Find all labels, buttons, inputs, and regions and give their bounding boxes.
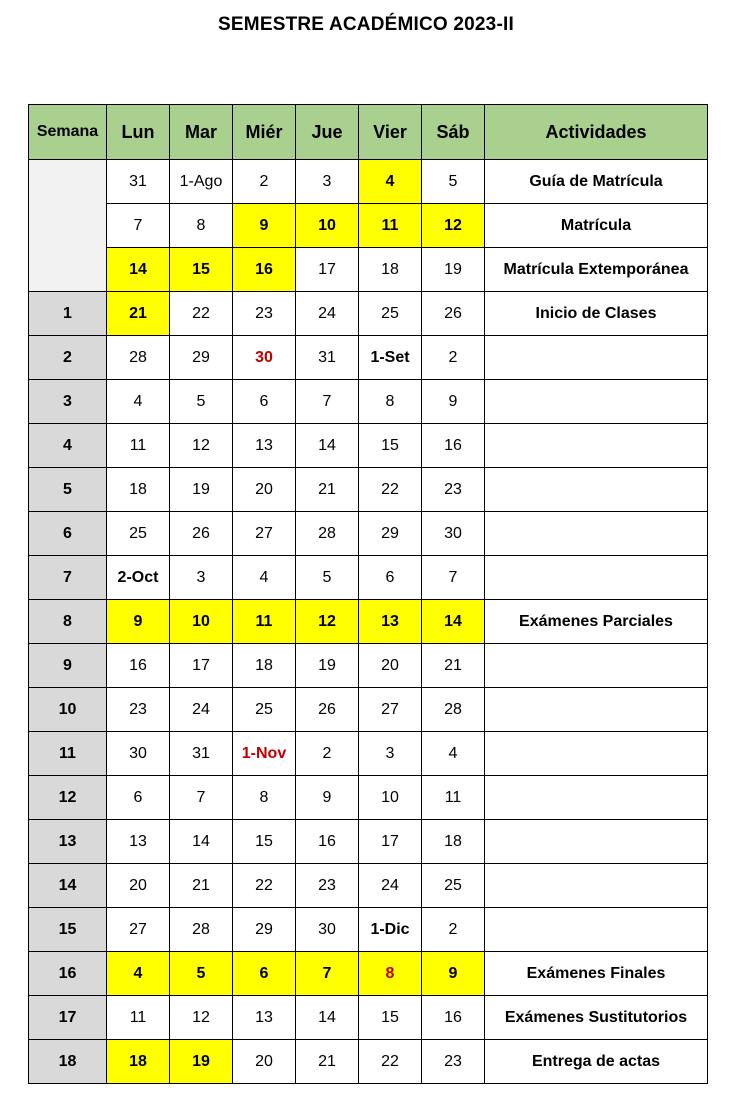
day-cell: 9 bbox=[422, 952, 485, 996]
week-number: 15 bbox=[29, 908, 107, 952]
table-row bbox=[29, 908, 708, 952]
day-cell: 22 bbox=[359, 1040, 422, 1084]
day-cell: 11 bbox=[359, 204, 422, 248]
header-vier: Vier bbox=[359, 105, 422, 160]
day-cell: 6 bbox=[107, 776, 170, 820]
day-cell: 21 bbox=[107, 292, 170, 336]
day-cell: 20 bbox=[107, 864, 170, 908]
week-number: 4 bbox=[29, 424, 107, 468]
day-cell: 28 bbox=[296, 512, 359, 556]
table-row bbox=[29, 468, 708, 512]
day-cell: 19 bbox=[296, 644, 359, 688]
day-cell: 22 bbox=[359, 468, 422, 512]
activity-cell bbox=[485, 644, 708, 688]
day-cell: 30 bbox=[422, 512, 485, 556]
day-cell: 25 bbox=[107, 512, 170, 556]
day-cell: 5 bbox=[170, 380, 233, 424]
day-cell: 13 bbox=[233, 996, 296, 1040]
day-cell: 7 bbox=[296, 380, 359, 424]
day-cell: 25 bbox=[359, 292, 422, 336]
day-cell: 7 bbox=[422, 556, 485, 600]
day-cell: 14 bbox=[296, 996, 359, 1040]
day-cell: 9 bbox=[296, 776, 359, 820]
day-cell: 4 bbox=[107, 380, 170, 424]
day-cell: 10 bbox=[359, 776, 422, 820]
week-number: 16 bbox=[29, 952, 107, 996]
week-number: 6 bbox=[29, 512, 107, 556]
table-row bbox=[29, 556, 708, 600]
table-row bbox=[29, 292, 708, 336]
day-cell: 11 bbox=[107, 996, 170, 1040]
day-cell: 13 bbox=[233, 424, 296, 468]
day-cell: 21 bbox=[296, 468, 359, 512]
day-cell: 5 bbox=[296, 556, 359, 600]
table-row bbox=[29, 996, 708, 1040]
header-row bbox=[29, 105, 708, 160]
day-cell: 17 bbox=[359, 820, 422, 864]
day-cell: 26 bbox=[422, 292, 485, 336]
activity-cell: Inicio de Clases bbox=[485, 292, 708, 336]
day-cell: 9 bbox=[107, 600, 170, 644]
day-cell: 4 bbox=[359, 160, 422, 204]
day-cell: 29 bbox=[170, 336, 233, 380]
table-row bbox=[29, 644, 708, 688]
day-cell: 2 bbox=[422, 908, 485, 952]
activity-cell: Guía de Matrícula bbox=[485, 160, 708, 204]
week-number: 13 bbox=[29, 820, 107, 864]
table-row bbox=[29, 688, 708, 732]
activity-cell bbox=[485, 424, 708, 468]
day-cell: 14 bbox=[170, 820, 233, 864]
day-cell: 18 bbox=[359, 248, 422, 292]
table-row bbox=[29, 424, 708, 468]
day-cell: 15 bbox=[170, 248, 233, 292]
day-cell: 26 bbox=[296, 688, 359, 732]
table-row bbox=[29, 1040, 708, 1084]
day-cell: 11 bbox=[233, 600, 296, 644]
day-cell: 4 bbox=[107, 952, 170, 996]
day-cell: 25 bbox=[422, 864, 485, 908]
day-cell: 30 bbox=[296, 908, 359, 952]
week-number: 12 bbox=[29, 776, 107, 820]
day-cell: 15 bbox=[233, 820, 296, 864]
day-cell: 6 bbox=[233, 380, 296, 424]
day-cell: 13 bbox=[107, 820, 170, 864]
day-cell: 20 bbox=[233, 1040, 296, 1084]
day-cell: 14 bbox=[296, 424, 359, 468]
header-actividades: Actividades bbox=[485, 105, 708, 160]
day-cell: 8 bbox=[233, 776, 296, 820]
day-cell: 1-Ago bbox=[170, 160, 233, 204]
day-cell: 31 bbox=[296, 336, 359, 380]
week-number: 8 bbox=[29, 600, 107, 644]
day-cell: 14 bbox=[107, 248, 170, 292]
day-cell: 16 bbox=[422, 424, 485, 468]
day-cell: 16 bbox=[107, 644, 170, 688]
week-cell-blank bbox=[29, 160, 107, 292]
activity-cell: Matrícula bbox=[485, 204, 708, 248]
day-cell: 21 bbox=[296, 1040, 359, 1084]
day-cell: 22 bbox=[170, 292, 233, 336]
day-cell: 23 bbox=[233, 292, 296, 336]
day-cell: 16 bbox=[422, 996, 485, 1040]
week-number: 2 bbox=[29, 336, 107, 380]
week-number: 11 bbox=[29, 732, 107, 776]
activity-cell: Matrícula Extemporánea bbox=[485, 248, 708, 292]
day-cell: 30 bbox=[107, 732, 170, 776]
day-cell: 11 bbox=[107, 424, 170, 468]
day-cell: 29 bbox=[359, 512, 422, 556]
table-row bbox=[29, 732, 708, 776]
day-cell: 23 bbox=[296, 864, 359, 908]
day-cell: 12 bbox=[296, 600, 359, 644]
week-number: 5 bbox=[29, 468, 107, 512]
header-sab: Sáb bbox=[422, 105, 485, 160]
table-row bbox=[29, 776, 708, 820]
day-cell: 18 bbox=[107, 468, 170, 512]
day-cell: 28 bbox=[422, 688, 485, 732]
activity-cell bbox=[485, 556, 708, 600]
activity-cell bbox=[485, 732, 708, 776]
day-cell: 19 bbox=[170, 1040, 233, 1084]
week-number: 3 bbox=[29, 380, 107, 424]
day-cell: 28 bbox=[107, 336, 170, 380]
day-cell: 27 bbox=[233, 512, 296, 556]
holiday-day-cell: 1-Nov bbox=[233, 732, 296, 776]
table-row bbox=[29, 864, 708, 908]
activity-cell bbox=[485, 468, 708, 512]
day-cell: 2 bbox=[296, 732, 359, 776]
day-cell: 9 bbox=[422, 380, 485, 424]
activity-cell bbox=[485, 336, 708, 380]
day-cell: 21 bbox=[170, 864, 233, 908]
table-row bbox=[29, 336, 708, 380]
day-cell: 19 bbox=[422, 248, 485, 292]
week-number: 1 bbox=[29, 292, 107, 336]
header-jue: Jue bbox=[296, 105, 359, 160]
day-cell: 12 bbox=[170, 996, 233, 1040]
day-cell: 13 bbox=[359, 600, 422, 644]
day-cell: 5 bbox=[422, 160, 485, 204]
table-row bbox=[29, 204, 708, 248]
header-lun: Lun bbox=[107, 105, 170, 160]
day-cell: 27 bbox=[107, 908, 170, 952]
activity-cell bbox=[485, 820, 708, 864]
day-cell: 4 bbox=[233, 556, 296, 600]
day-cell: 25 bbox=[233, 688, 296, 732]
day-cell: 19 bbox=[170, 468, 233, 512]
day-cell: 27 bbox=[359, 688, 422, 732]
month-start-cell: 1-Dic bbox=[359, 908, 422, 952]
week-number: 7 bbox=[29, 556, 107, 600]
activity-cell bbox=[485, 908, 708, 952]
day-cell: 3 bbox=[170, 556, 233, 600]
table-row bbox=[29, 248, 708, 292]
day-cell: 7 bbox=[107, 204, 170, 248]
day-cell: 17 bbox=[296, 248, 359, 292]
day-cell: 7 bbox=[296, 952, 359, 996]
day-cell: 20 bbox=[359, 644, 422, 688]
day-cell: 2 bbox=[422, 336, 485, 380]
day-cell: 6 bbox=[359, 556, 422, 600]
day-cell: 12 bbox=[170, 424, 233, 468]
day-cell: 31 bbox=[170, 732, 233, 776]
day-cell: 26 bbox=[170, 512, 233, 556]
week-number: 9 bbox=[29, 644, 107, 688]
day-cell: 24 bbox=[359, 864, 422, 908]
day-cell: 10 bbox=[170, 600, 233, 644]
day-cell: 24 bbox=[170, 688, 233, 732]
month-start-cell: 2-Oct bbox=[107, 556, 170, 600]
day-cell: 18 bbox=[233, 644, 296, 688]
day-cell: 18 bbox=[422, 820, 485, 864]
day-cell: 23 bbox=[422, 468, 485, 512]
activity-cell: Entrega de actas bbox=[485, 1040, 708, 1084]
day-cell: 8 bbox=[170, 204, 233, 248]
activity-cell: Exámenes Finales bbox=[485, 952, 708, 996]
day-cell: 17 bbox=[170, 644, 233, 688]
day-cell: 24 bbox=[296, 292, 359, 336]
day-cell: 16 bbox=[233, 248, 296, 292]
day-cell: 22 bbox=[233, 864, 296, 908]
day-cell: 12 bbox=[422, 204, 485, 248]
day-cell: 20 bbox=[233, 468, 296, 512]
day-cell: 23 bbox=[107, 688, 170, 732]
week-number: 18 bbox=[29, 1040, 107, 1084]
day-cell: 15 bbox=[359, 424, 422, 468]
week-number: 10 bbox=[29, 688, 107, 732]
activity-cell bbox=[485, 688, 708, 732]
activity-cell bbox=[485, 776, 708, 820]
day-cell: 2 bbox=[233, 160, 296, 204]
table-row bbox=[29, 952, 708, 996]
header-semana: Semana bbox=[29, 105, 107, 160]
day-cell: 4 bbox=[422, 732, 485, 776]
day-cell: 21 bbox=[422, 644, 485, 688]
day-cell: 7 bbox=[170, 776, 233, 820]
activity-cell bbox=[485, 864, 708, 908]
week-number: 17 bbox=[29, 996, 107, 1040]
day-cell: 14 bbox=[422, 600, 485, 644]
activity-cell: Exámenes Sustitutorios bbox=[485, 996, 708, 1040]
day-cell: 15 bbox=[359, 996, 422, 1040]
month-start-cell: 1-Set bbox=[359, 336, 422, 380]
day-cell: 18 bbox=[107, 1040, 170, 1084]
day-cell: 28 bbox=[170, 908, 233, 952]
day-cell: 16 bbox=[296, 820, 359, 864]
day-cell: 11 bbox=[422, 776, 485, 820]
table-row bbox=[29, 820, 708, 864]
holiday-day-cell: 8 bbox=[359, 952, 422, 996]
activity-cell bbox=[485, 512, 708, 556]
day-cell: 10 bbox=[296, 204, 359, 248]
header-mier: Miér bbox=[233, 105, 296, 160]
day-cell: 6 bbox=[233, 952, 296, 996]
day-cell: 9 bbox=[233, 204, 296, 248]
day-cell: 23 bbox=[422, 1040, 485, 1084]
academic-calendar-table bbox=[28, 104, 708, 1084]
table-row bbox=[29, 600, 708, 644]
day-cell: 3 bbox=[359, 732, 422, 776]
day-cell: 29 bbox=[233, 908, 296, 952]
day-cell: 3 bbox=[296, 160, 359, 204]
day-cell: 31 bbox=[107, 160, 170, 204]
activity-cell: Exámenes Parciales bbox=[485, 600, 708, 644]
week-number: 14 bbox=[29, 864, 107, 908]
activity-cell bbox=[485, 380, 708, 424]
table-row bbox=[29, 160, 708, 204]
holiday-day-cell: 30 bbox=[233, 336, 296, 380]
table-row bbox=[29, 380, 708, 424]
table-row bbox=[29, 512, 708, 556]
day-cell: 5 bbox=[170, 952, 233, 996]
day-cell: 8 bbox=[359, 380, 422, 424]
header-mar: Mar bbox=[170, 105, 233, 160]
page-title: SEMESTRE ACADÉMICO 2023-II bbox=[218, 14, 514, 35]
